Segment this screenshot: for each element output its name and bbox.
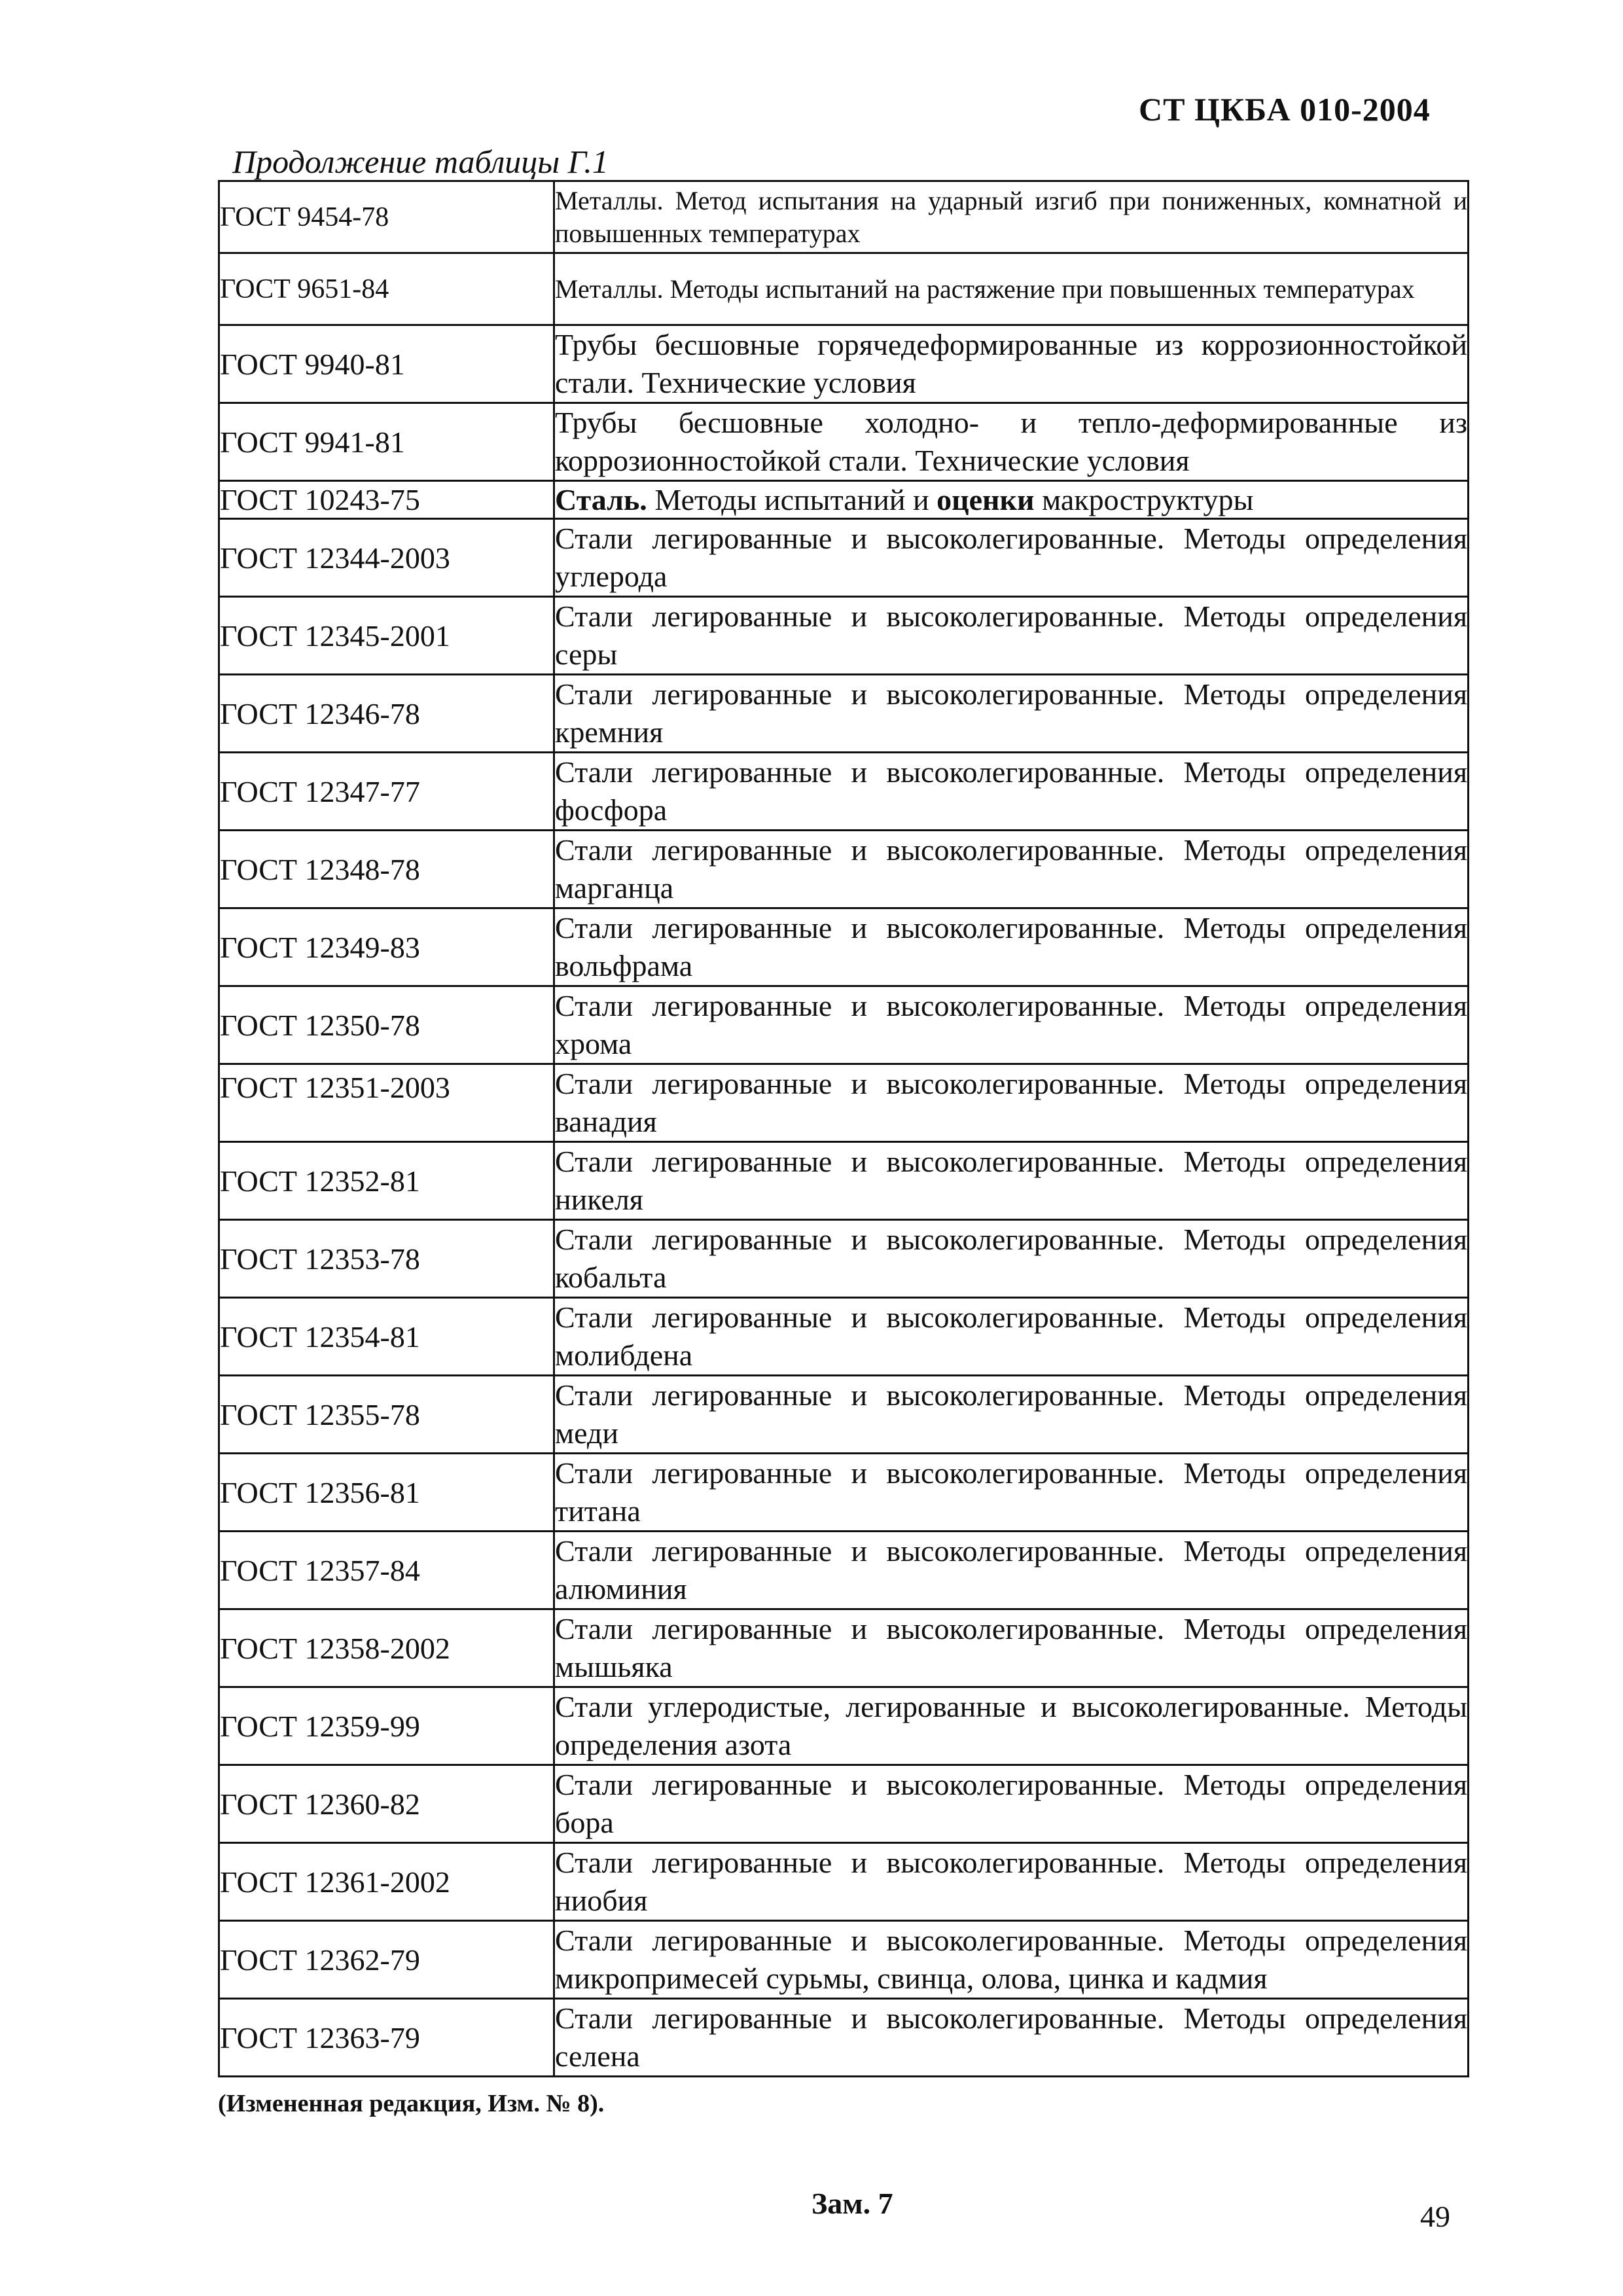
table-row [219, 1298, 1469, 1376]
table-row [219, 1376, 1469, 1454]
standard-code: ГОСТ 12350-78 [219, 986, 554, 1064]
standard-title: Стали легированные и высоколегированные. Методы определения кремния [554, 675, 1469, 753]
standard-title: Стали легированные и высоколегированные. Методы определения мышьяка [554, 1609, 1469, 1687]
title-bold-part: Сталь. [555, 482, 647, 516]
standard-title: Трубы бесшовные горячедеформированные из коррозионностойкой стали. Технические условия [554, 325, 1469, 403]
table-row [219, 753, 1469, 831]
standard-title: Трубы бесшовные холодно- и тепло-деформированные из коррозионностойкой стали. Технические условия [554, 403, 1469, 481]
table-row [219, 253, 1469, 325]
standard-title: Стали легированные и высоколегированные. Методы определения алюминия [554, 1532, 1469, 1609]
standard-title: Стали легированные и высоколегированные. Методы определения селена [554, 1999, 1469, 2077]
table-row [219, 597, 1469, 675]
standard-title: Стали легированные и высоколегированные. Методы определения вольфрама [554, 908, 1469, 986]
standard-code: ГОСТ 12354-81 [219, 1298, 554, 1376]
standard-code: ГОСТ 12344-2003 [219, 519, 554, 597]
standard-code: ГОСТ 9941-81 [219, 403, 554, 481]
table-row [219, 403, 1469, 481]
standard-title: Металлы. Методы испытаний на растяжение при повышенных температурах [554, 253, 1469, 325]
table-row [219, 325, 1469, 403]
standard-code: ГОСТ 12357-84 [219, 1532, 554, 1609]
standards-table [218, 180, 1469, 2077]
standard-title: Стали легированные и высоколегированные. Методы определения меди [554, 1376, 1469, 1454]
table-row [219, 1064, 1469, 1142]
table-row [219, 1999, 1469, 2077]
table-row [219, 1220, 1469, 1298]
standard-title: Стали легированные и высоколегированные. Методы определения хрома [554, 986, 1469, 1064]
table-row [219, 831, 1469, 908]
title-bold-part: оценки [936, 482, 1035, 516]
standard-title: Стали легированные и высоколегированные. Методы определения бора [554, 1765, 1469, 1843]
standard-code: ГОСТ 9454-78 [219, 181, 554, 253]
standard-code: ГОСТ 12362-79 [219, 1921, 554, 1999]
standard-code: ГОСТ 12349-83 [219, 908, 554, 986]
standard-title: Стали легированные и высоколегированные. Методы определения кобальта [554, 1220, 1469, 1298]
standard-title: Металлы. Метод испытания на ударный изгиб при пониженных, комнатной и повышенных температурах [554, 181, 1469, 253]
standard-title: Стали легированные и высоколегированные. Методы определения серы [554, 597, 1469, 675]
standard-title [554, 481, 1469, 519]
standard-code: ГОСТ 12361-2002 [219, 1843, 554, 1921]
standard-code: ГОСТ 12346-78 [219, 675, 554, 753]
table-row [219, 1532, 1469, 1609]
standard-code: ГОСТ 12359-99 [219, 1687, 554, 1765]
standard-code: ГОСТ 12356-81 [219, 1454, 554, 1532]
table-caption: Продолжение таблицы Г.1 [232, 143, 609, 180]
standard-title: Стали легированные и высоколегированные. Методы определения микропримесей сурьмы, свинца, олова, цинка и кадмия [554, 1921, 1469, 1999]
standard-code: ГОСТ 12348-78 [219, 831, 554, 908]
standard-title: Стали легированные и высоколегированные. Методы определения фосфора [554, 753, 1469, 831]
standard-code: ГОСТ 12358-2002 [219, 1609, 554, 1687]
standard-title: Стали легированные и высоколегированные. Методы определения молибдена [554, 1298, 1469, 1376]
standard-code: ГОСТ 12360-82 [219, 1765, 554, 1843]
standard-title: Стали легированные и высоколегированные. Методы определения углерода [554, 519, 1469, 597]
amendment-note: (Измененная редакция, Изм. № 8). [218, 2090, 605, 2117]
standard-code: ГОСТ 12345-2001 [219, 597, 554, 675]
standard-title: Стали легированные и высоколегированные. Методы определения титана [554, 1454, 1469, 1532]
standard-code: ГОСТ 12352-81 [219, 1142, 554, 1220]
title-part: Методы испытаний и [647, 482, 937, 516]
document-code: СТ ЦКБА 010-2004 [1139, 91, 1431, 128]
standard-code: ГОСТ 12363-79 [219, 1999, 554, 2077]
table-row [219, 986, 1469, 1064]
table-row [219, 1687, 1469, 1765]
standard-code: ГОСТ 10243-75 [219, 481, 554, 519]
change-label: Зам. 7 [812, 2187, 893, 2220]
standard-code: ГОСТ 9651-84 [219, 253, 554, 325]
table-row [219, 1142, 1469, 1220]
standard-title: Стали легированные и высоколегированные. Методы определения ванадия [554, 1064, 1469, 1142]
table-row [219, 181, 1469, 253]
standard-title: Стали углеродистые, легированные и высоколегированные. Методы определения азота [554, 1687, 1469, 1765]
standard-code: ГОСТ 12351-2003 [219, 1064, 554, 1142]
table-row [219, 519, 1469, 597]
table-row [219, 1765, 1469, 1843]
standard-code: ГОСТ 12355-78 [219, 1376, 554, 1454]
standard-code: ГОСТ 12347-77 [219, 753, 554, 831]
page-number: 49 [1420, 2200, 1450, 2233]
standard-title: Стали легированные и высоколегированные. Методы определения никеля [554, 1142, 1469, 1220]
table-row [219, 675, 1469, 753]
table-row [219, 1609, 1469, 1687]
standard-title: Стали легированные и высоколегированные. Методы определения марганца [554, 831, 1469, 908]
title-part: макроструктуры [1034, 482, 1254, 516]
standard-code: ГОСТ 12353-78 [219, 1220, 554, 1298]
table-row [219, 1843, 1469, 1921]
standard-title: Стали легированные и высоколегированные. Методы определения ниобия [554, 1843, 1469, 1921]
table-row [219, 1921, 1469, 1999]
table-row [219, 481, 1469, 519]
standard-code: ГОСТ 9940-81 [219, 325, 554, 403]
table-row [219, 1454, 1469, 1532]
table-row [219, 908, 1469, 986]
